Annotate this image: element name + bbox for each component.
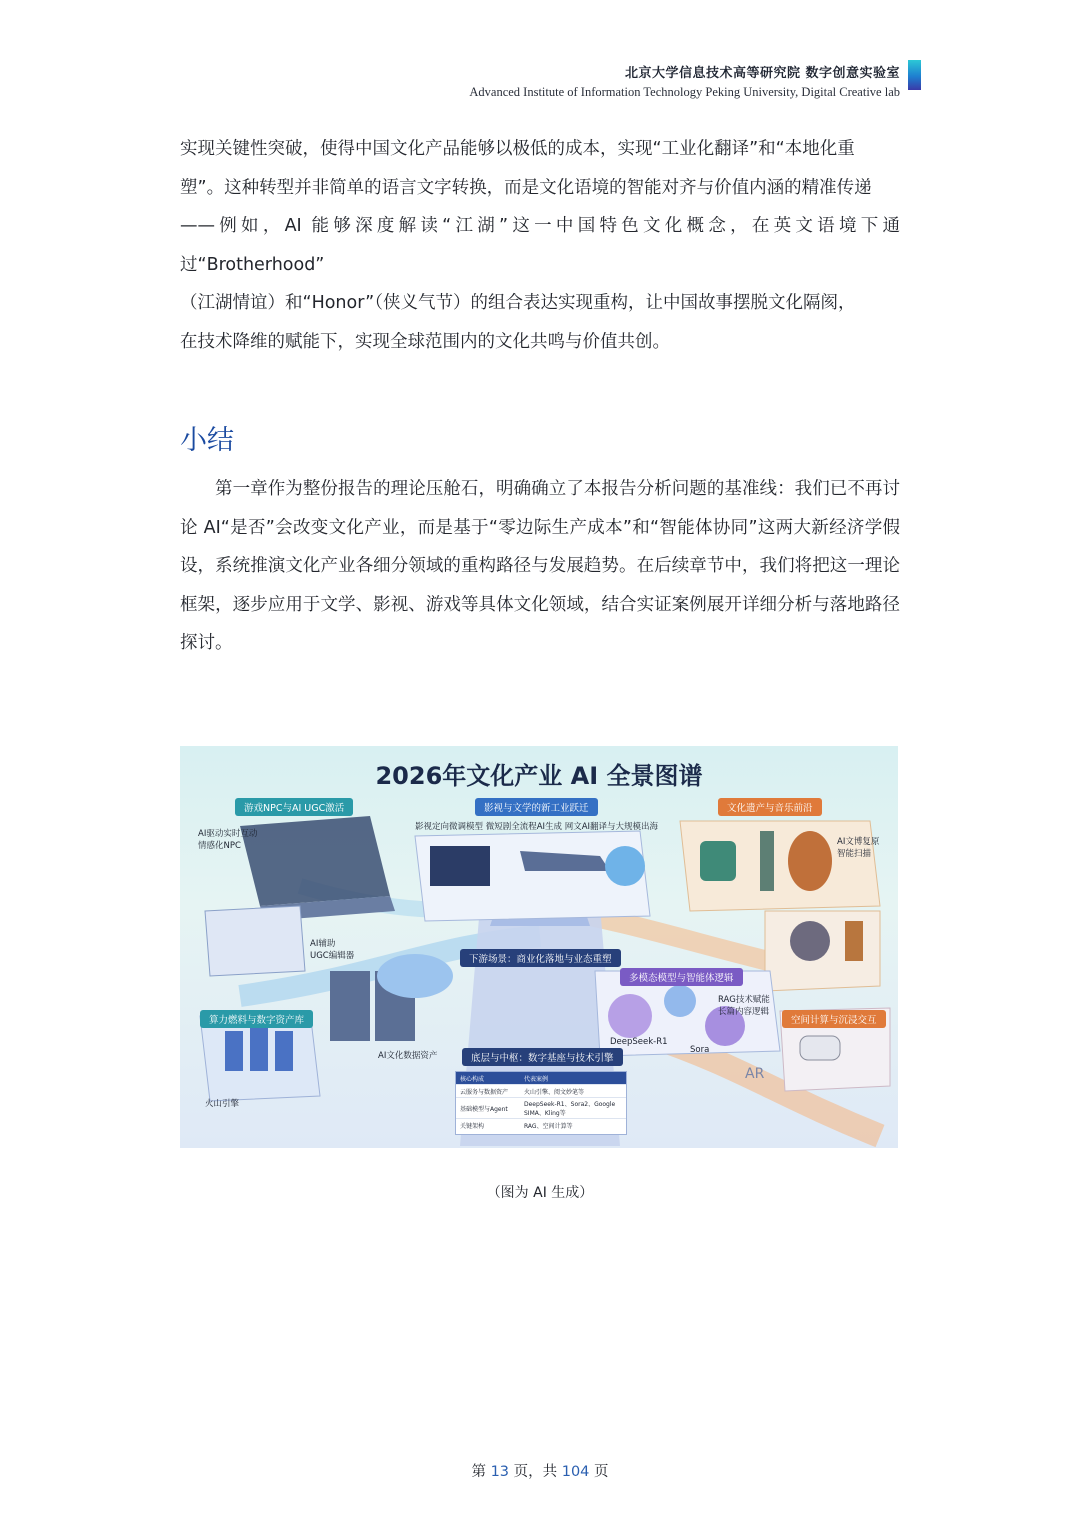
- footer-prefix: 第: [471, 1464, 491, 1480]
- paragraph-line: （江湖情谊）和“Honor”（侠义气节）的组合表达实现重构，让中国故事摆脱文化隔阂，: [180, 293, 856, 313]
- tag-game-npc: 游戏NPC与AI UGC激活: [235, 798, 353, 816]
- page-header: [469, 62, 900, 100]
- table-cell: 火山引擎、阅文妙笔等: [524, 1088, 585, 1096]
- paragraph-line: 塑”。这种转型并非简单的语言文字转换，而是文化语境的智能对齐与价值内涵的精准传递: [180, 177, 872, 198]
- table-cell: 关键架构: [460, 1122, 485, 1130]
- header-accent-bar: [908, 60, 921, 90]
- figure-title: 2026年文化产业 AI 全景图谱: [375, 762, 703, 790]
- table-cell: 云服务与数据资产: [460, 1088, 509, 1096]
- figure-mini-table: [455, 1071, 627, 1135]
- tag-film-literature: 影视与文学的新工业跃迁: [475, 798, 598, 816]
- label-rag: [718, 994, 770, 1018]
- paragraph-summary: [180, 470, 900, 663]
- table-cell: RAG、空间计算等: [524, 1122, 573, 1130]
- table-cell: DeepSeek-R1、Sora2、Google SIMA、Kling等: [524, 1101, 616, 1117]
- label-line: 智能扫描: [837, 849, 872, 859]
- label-restore: [837, 836, 879, 860]
- ai-landscape-figure: [180, 746, 898, 1148]
- page-footer: [0, 1460, 1080, 1481]
- summary-text: 第一章作为整份报告的理论压舱石，明确确立了本报告分析问题的基准线：我们已不再讨论 AI“是否”会改变文化产业，而是基于“零边际生产成本”和“智能体协同”这两大新经济学假设，系统推演文化产业各细分领域的重构路径与发展趋势。在后续章节中，我们将把这一理论框架，逐步应用于文学、影视、游戏等具体文化领域，结合实证案例展开详细分析与落地路径探讨。: [180, 479, 900, 653]
- label-line: AI驱动实时互动: [198, 829, 258, 839]
- paragraph-line: 实现关键性突破，使得中国文化产品能够以极低的成本，实现“工业化翻译”和“本地化重: [180, 139, 855, 159]
- tag-compute: 算力燃料与数字资产库: [200, 1010, 313, 1028]
- label-data-assets: AI文化数据资产: [378, 1051, 438, 1061]
- tag-downstream: 下游场景：商业化落地与业态重塑: [460, 949, 621, 967]
- label-volcano: 火山引擎: [205, 1099, 240, 1109]
- tag-heritage-music: 文化遗产与音乐前沿: [718, 798, 822, 816]
- label-line: 长篇内容逻辑: [718, 1007, 770, 1017]
- table-cell: 基础模型与Agent: [460, 1105, 508, 1113]
- tag-multimodal: 多模态模型与智能体逻辑: [620, 968, 743, 986]
- footer-middle: 页，共: [509, 1464, 562, 1480]
- table-header-cell: 代表案例: [524, 1075, 549, 1083]
- tag-spatial: 空间计算与沉浸交互: [782, 1010, 886, 1028]
- tag-base-layer: 底层与中枢：数字基座与技术引擎: [462, 1048, 623, 1066]
- label-ugc: [310, 938, 354, 962]
- label-line: RAG技术赋能: [718, 995, 770, 1005]
- label-sora: Sora: [690, 1045, 710, 1055]
- header-institute-cn: 北京大学信息技术高等研究院 数字创意实验室: [624, 66, 900, 81]
- label-npc: [198, 828, 257, 852]
- section-title-summary: 小结: [180, 425, 234, 456]
- paragraph-line: 在技术降维的赋能下，实现全球范围内的文化共鸣与价值共创。: [180, 331, 670, 352]
- footer-total-pages: 104: [561, 1464, 590, 1480]
- table-header-cell: 核心构成: [460, 1075, 485, 1083]
- table-row: [456, 1085, 626, 1098]
- table-row: [456, 1098, 626, 1119]
- label-line: UGC编辑器: [310, 951, 355, 961]
- label-line: AI辅助: [310, 939, 336, 949]
- label-line: 情感化NPC: [198, 841, 241, 851]
- label-deepseek: DeepSeek-R1: [610, 1037, 668, 1047]
- label-ar: AR: [745, 1066, 765, 1082]
- paragraph-cultural-translation: [180, 130, 900, 361]
- paragraph-line: ——例如，AI 能够深度解读“江湖”这一中国特色文化概念，在英文语境下通过“Brotherhood”: [180, 216, 900, 275]
- footer-suffix: 页: [589, 1464, 609, 1480]
- figure-caption: （图为 AI 生成）: [486, 1185, 594, 1201]
- table-header-row: [456, 1072, 626, 1085]
- label-line: AI文博复原: [837, 837, 880, 847]
- label-film-items: 影视定向微调模型 微短剧全流程AI生成 网文AI翻译与大规模出海: [415, 822, 659, 832]
- table-row: [456, 1119, 626, 1131]
- header-institute-en: Advanced Institute of Information Technology Peking University, Digital Creative lab: [469, 85, 900, 99]
- footer-page-number: 13: [490, 1464, 510, 1480]
